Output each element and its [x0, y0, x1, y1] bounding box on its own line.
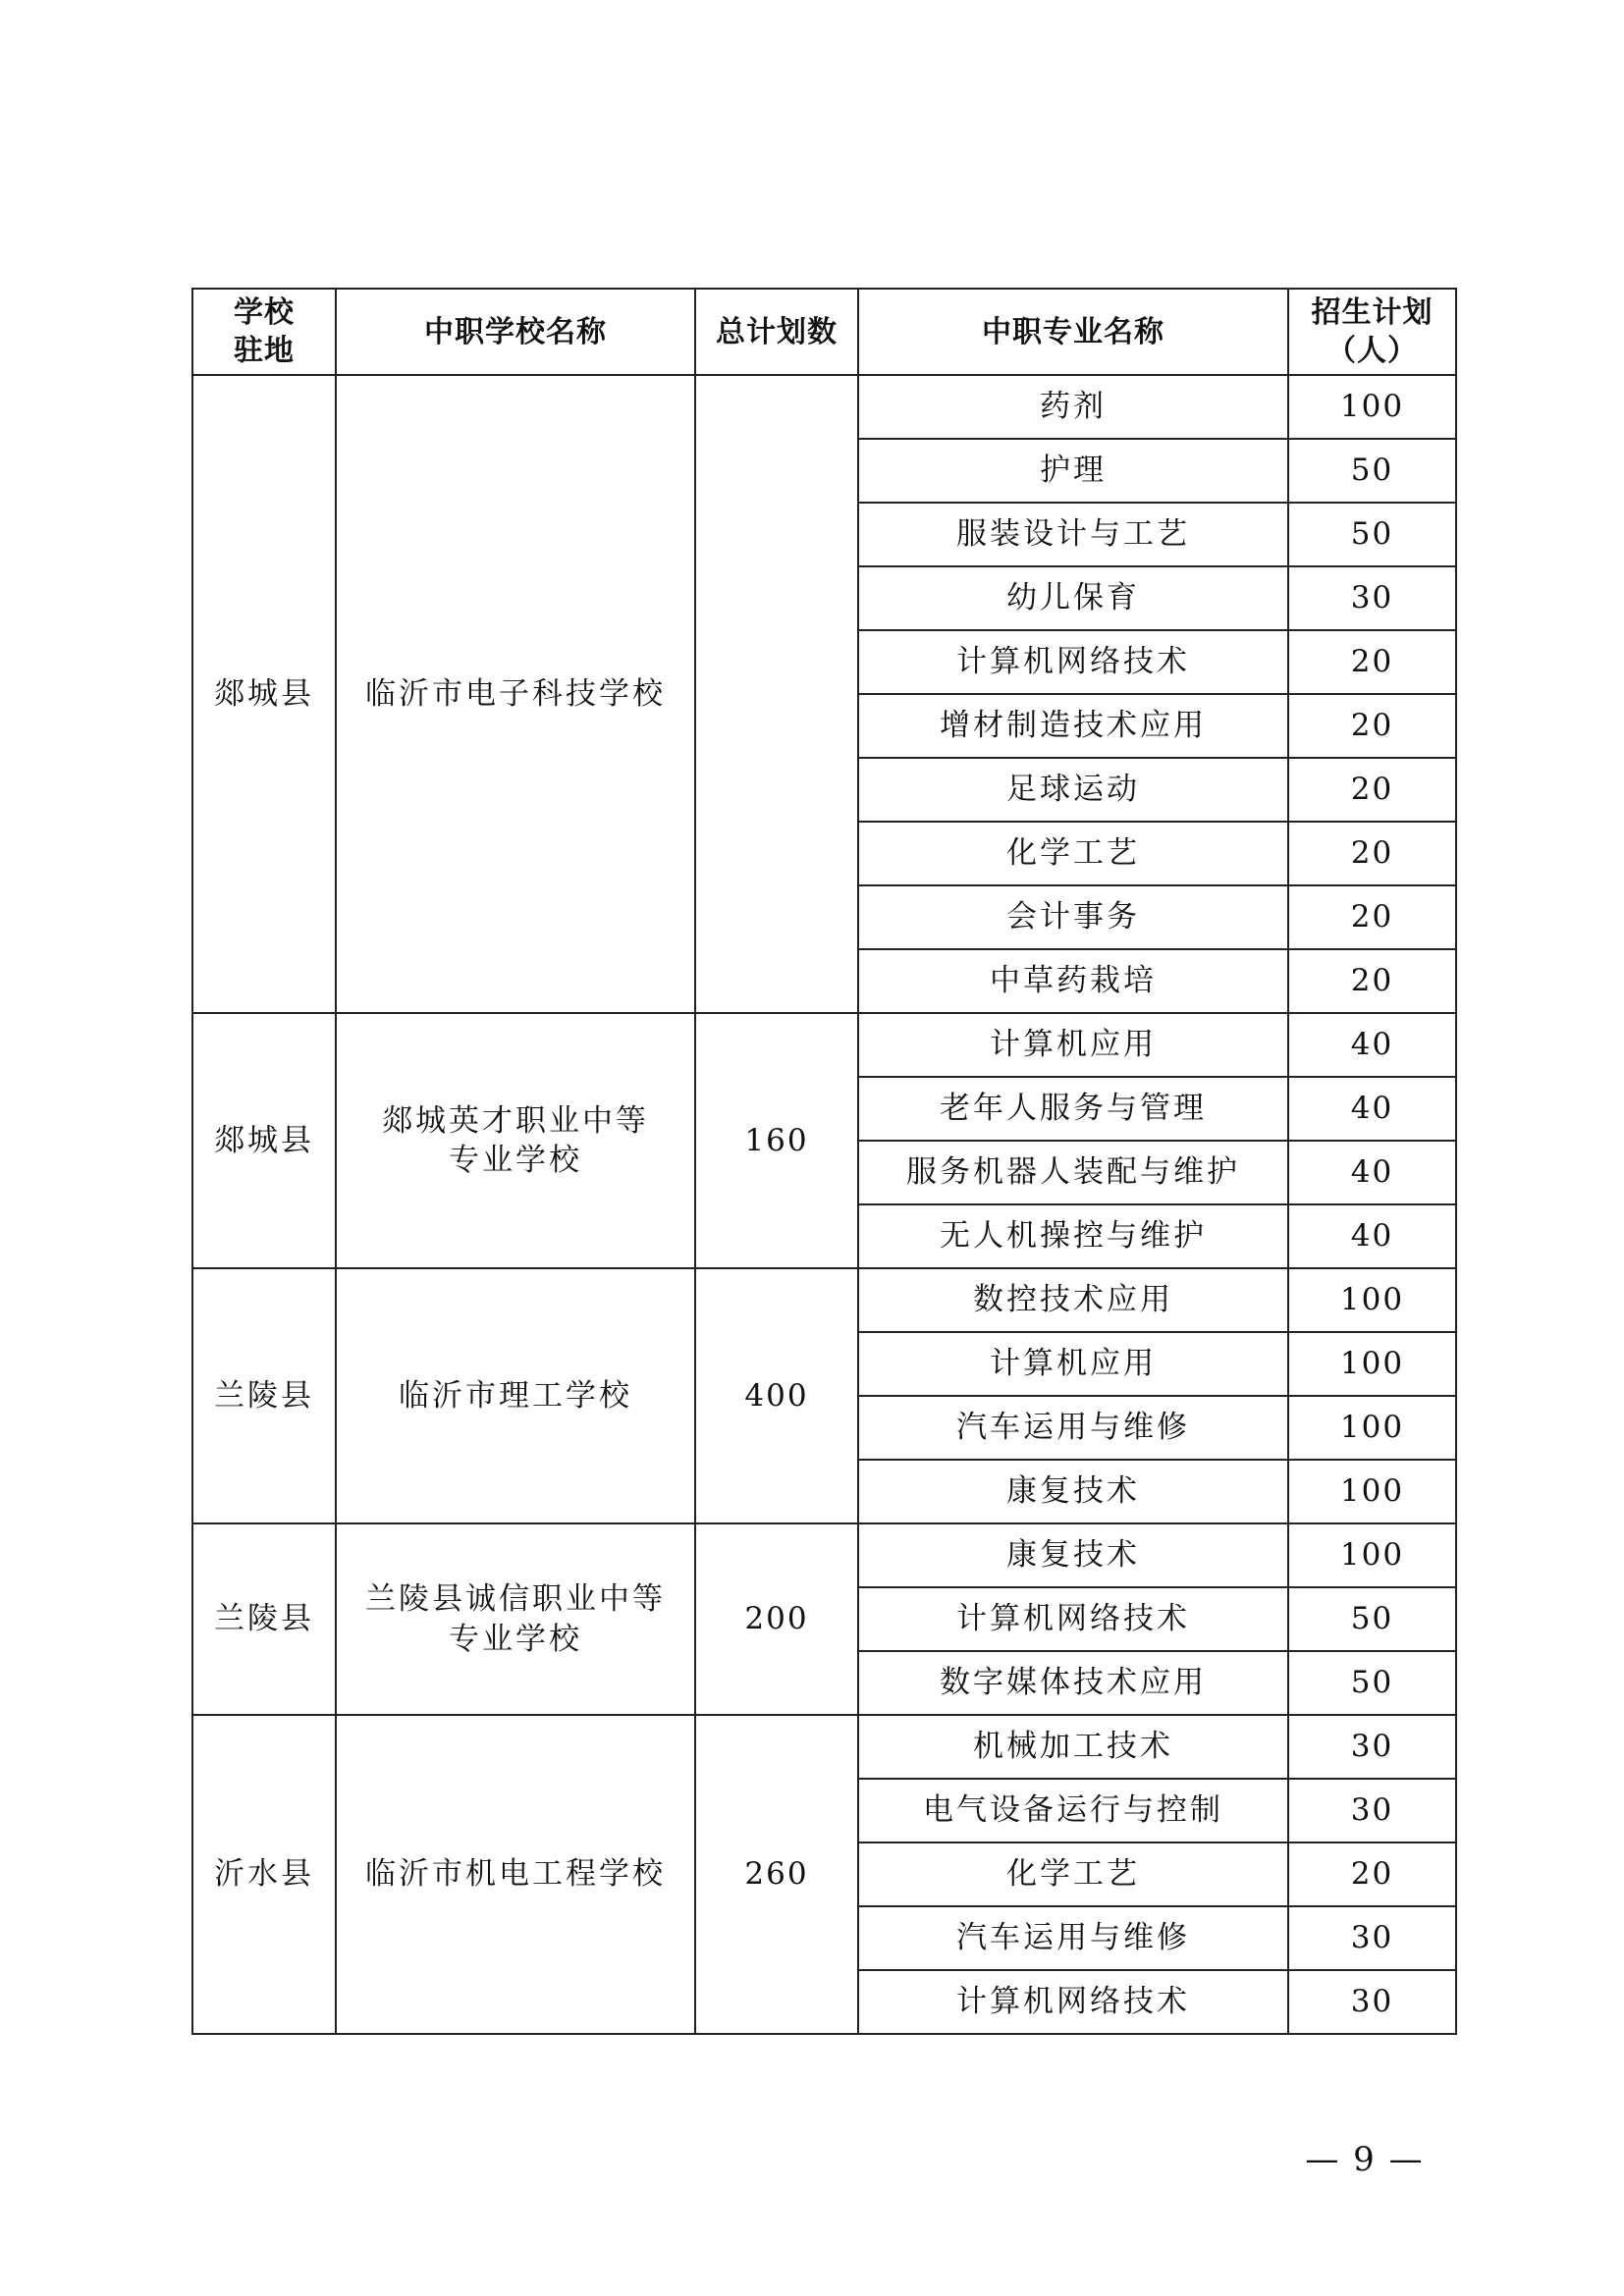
cell-location: 郯城县	[192, 1013, 336, 1268]
cell-major: 计算机网络技术	[858, 1587, 1288, 1651]
cell-major: 会计事务	[858, 885, 1288, 949]
cell-major: 老年人服务与管理	[858, 1077, 1288, 1141]
cell-quota: 20	[1288, 630, 1456, 694]
cell-quota: 20	[1288, 694, 1456, 758]
cell-school-name: 临沂市理工学校	[336, 1268, 695, 1523]
cell-major: 计算机网络技术	[858, 1970, 1288, 2034]
header-major: 中职专业名称	[858, 289, 1288, 375]
cell-total: 200	[695, 1523, 858, 1715]
cell-major: 计算机网络技术	[858, 630, 1288, 694]
cell-quota: 30	[1288, 1906, 1456, 1970]
cell-location: 郯城县	[192, 375, 336, 1013]
cell-quota: 30	[1288, 1970, 1456, 2034]
cell-quota: 50	[1288, 503, 1456, 566]
cell-location: 兰陵县	[192, 1268, 336, 1523]
cell-total: 400	[695, 1268, 858, 1523]
enrollment-plan-table	[191, 288, 1457, 2035]
cell-quota: 20	[1288, 885, 1456, 949]
cell-quota: 50	[1288, 1651, 1456, 1715]
table-row	[192, 1013, 1456, 1077]
cell-major: 增材制造技术应用	[858, 694, 1288, 758]
cell-total: 160	[695, 1013, 858, 1268]
cell-quota: 100	[1288, 1268, 1456, 1332]
cell-quota: 100	[1288, 375, 1456, 439]
header-location: 学校 驻地	[192, 289, 336, 375]
cell-quota: 50	[1288, 439, 1456, 503]
cell-school-name: 兰陵县诚信职业中等 专业学校	[336, 1523, 695, 1715]
cell-major: 汽车运用与维修	[858, 1906, 1288, 1970]
header-total: 总计划数	[695, 289, 858, 375]
cell-school-name: 临沂市机电工程学校	[336, 1715, 695, 2034]
cell-major: 数字媒体技术应用	[858, 1651, 1288, 1715]
cell-major: 康复技术	[858, 1523, 1288, 1587]
table-body	[192, 375, 1456, 2034]
table-row	[192, 1268, 1456, 1332]
header-school: 中职学校名称	[336, 289, 695, 375]
cell-quota: 100	[1288, 1396, 1456, 1460]
cell-major: 幼儿保育	[858, 566, 1288, 630]
cell-quota: 20	[1288, 822, 1456, 885]
cell-major: 护理	[858, 439, 1288, 503]
cell-major: 足球运动	[858, 758, 1288, 822]
page-number: — 9 —	[1305, 2140, 1425, 2179]
cell-total	[695, 375, 858, 1013]
cell-quota: 40	[1288, 1141, 1456, 1204]
cell-school-name: 郯城英才职业中等 专业学校	[336, 1013, 695, 1268]
cell-major: 计算机应用	[858, 1013, 1288, 1077]
cell-major: 数控技术应用	[858, 1268, 1288, 1332]
cell-major: 康复技术	[858, 1460, 1288, 1523]
cell-quota: 100	[1288, 1523, 1456, 1587]
cell-quota: 100	[1288, 1332, 1456, 1396]
table-header	[192, 289, 1456, 375]
cell-quota: 20	[1288, 949, 1456, 1013]
cell-total: 260	[695, 1715, 858, 2034]
cell-quota: 40	[1288, 1204, 1456, 1268]
cell-school-name: 临沂市电子科技学校	[336, 375, 695, 1013]
cell-quota: 30	[1288, 1779, 1456, 1842]
cell-quota: 40	[1288, 1077, 1456, 1141]
cell-major: 服务机器人装配与维护	[858, 1141, 1288, 1204]
header-quota: 招生计划 （人）	[1288, 289, 1456, 375]
cell-major: 化学工艺	[858, 1842, 1288, 1906]
cell-major: 计算机应用	[858, 1332, 1288, 1396]
cell-quota: 50	[1288, 1587, 1456, 1651]
cell-major: 电气设备运行与控制	[858, 1779, 1288, 1842]
cell-major: 无人机操控与维护	[858, 1204, 1288, 1268]
cell-major: 汽车运用与维修	[858, 1396, 1288, 1460]
cell-quota: 30	[1288, 1715, 1456, 1779]
cell-major: 服装设计与工艺	[858, 503, 1288, 566]
table-row	[192, 1523, 1456, 1587]
cell-major: 中草药栽培	[858, 949, 1288, 1013]
cell-quota: 20	[1288, 758, 1456, 822]
cell-major: 化学工艺	[858, 822, 1288, 885]
cell-quota: 30	[1288, 566, 1456, 630]
table-row	[192, 1715, 1456, 1779]
cell-quota: 40	[1288, 1013, 1456, 1077]
cell-location: 兰陵县	[192, 1523, 336, 1715]
cell-major: 机械加工技术	[858, 1715, 1288, 1779]
cell-quota: 20	[1288, 1842, 1456, 1906]
cell-major: 药剂	[858, 375, 1288, 439]
cell-quota: 100	[1288, 1460, 1456, 1523]
table-row	[192, 375, 1456, 439]
cell-location: 沂水县	[192, 1715, 336, 2034]
